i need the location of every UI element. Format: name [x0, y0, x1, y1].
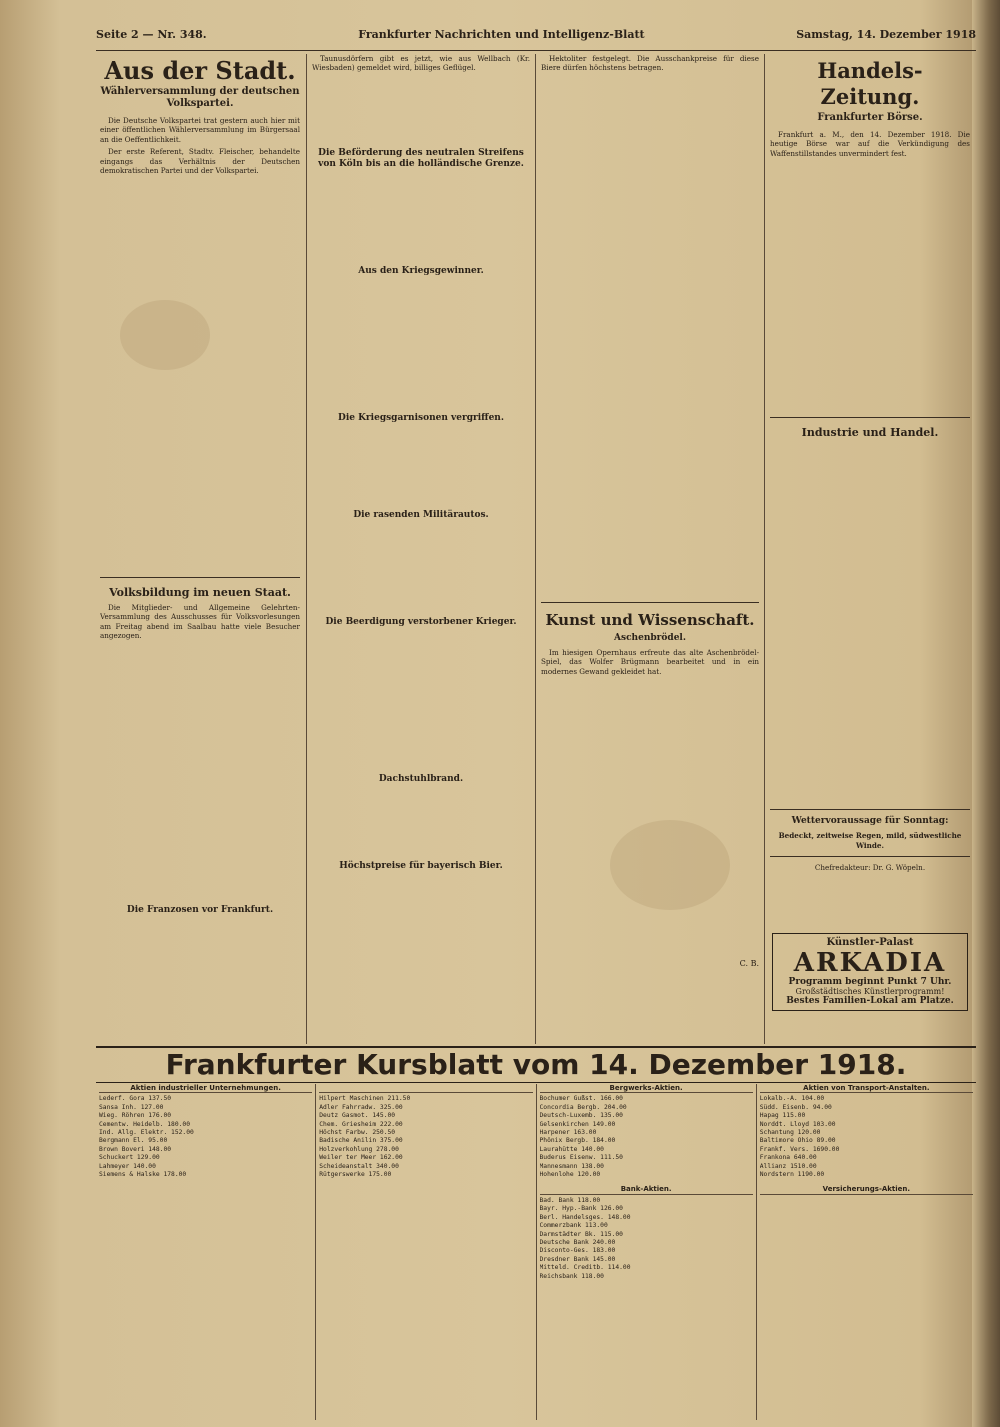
kurs-heading [319, 1084, 532, 1093]
kurs-row: Deutsche Bank 240.00 [539, 1238, 616, 1246]
kurs-row: Badische Anilin 375.00 [319, 1137, 403, 1145]
kurs-heading: Bergwerks-Aktien. [540, 1084, 753, 1093]
article-text-block [541, 76, 759, 596]
column-business [770, 54, 970, 1044]
ad-venue-type: Künstler-Palast [826, 937, 914, 949]
kurs-row: Laurahütte 140.00 [539, 1145, 604, 1153]
kurs-column-mining-bank [537, 1084, 757, 1420]
divider [770, 417, 970, 418]
article-headline: Aus den Kriegsgewinner. [358, 265, 484, 276]
article-headline: Die Beförderung des neutralen Streifens von Köln bis an die holländische Grenze. [318, 147, 524, 169]
divider [541, 602, 759, 603]
article-headline: Industrie und Handel. [801, 426, 939, 440]
kurs-row: Dresdner Bank 145.00 [539, 1255, 616, 1263]
kursblatt-title: Frankfurter Kursblatt vom 14. Dezember 1918. [96, 1046, 976, 1083]
kurs-rows [540, 1095, 753, 1179]
column-rule [535, 54, 536, 1044]
kurs-row: Lokalb.-A. 104.00 [759, 1095, 825, 1103]
article-text-block [100, 191, 300, 571]
kurs-row: Hohenlohe 120.00 [539, 1171, 601, 1179]
kurs-row: Darmstädter Bk. 115.00 [539, 1230, 623, 1238]
article-paragraph: Der erste Referent, Stadtv. Fleischer, behandelte eingangs das Verhältnis der Deutschen demokratischen Partei und der Volkspartei. [100, 147, 300, 176]
ad-program-desc: Großstädtisches Künstlerprogramm! [795, 987, 945, 997]
kurs-rows [319, 1095, 532, 1179]
kurs-row: Frankf. Vers. 1690.00 [759, 1145, 840, 1153]
kurs-row: Bergmann El. 95.00 [99, 1137, 168, 1145]
kurs-row: Scheideanstalt 340.00 [319, 1162, 399, 1170]
article-body-placeholder [100, 178, 300, 187]
kurs-rows [760, 1095, 973, 1179]
kurs-row: Mannesmann 138.00 [539, 1162, 604, 1170]
kurs-row: Bad. Bank 118.00 [539, 1196, 601, 1204]
kurs-row: Nordstern 1190.00 [759, 1171, 825, 1179]
divider [100, 577, 300, 578]
kurs-heading: Aktien von Transport-Anstalten. [760, 1084, 973, 1093]
article-paragraph: Taunusdörfern gibt es jetzt, wie aus Wellbach (Kr. Wiesbaden) gemeldet wird, billiges Geflügel. [312, 54, 530, 73]
imprint-text-block [770, 875, 970, 925]
article-headline: Aschenbrödel. [614, 632, 686, 643]
kurs-row: Hilpert Maschinen 211.50 [319, 1095, 411, 1103]
kurs-column-transport [757, 1084, 976, 1420]
kurs-row: Höchst Farbw. 250.50 [319, 1129, 396, 1137]
divider [770, 856, 970, 857]
kurs-heading: Aktien industrieller Unternehmungen. [99, 1084, 312, 1093]
section-title: Aus der Stadt. [104, 56, 296, 85]
article-headline: Frankfurter Börse. [817, 112, 923, 123]
article-paragraph: Die Mitglieder- und Allgemeine Gelehrten-Versammlung des Ausschusses für Volksvorlesungen am Freitag abend im Saalbau hatte viele Besucher angezogen. [100, 602, 300, 641]
issue-date: Samstag, 14. Dezember 1918 [796, 28, 976, 41]
author-signature: C. B. [739, 959, 759, 969]
kurs-row: Commerzbank 113.00 [539, 1222, 608, 1230]
kurs-row: Hapag 115.00 [759, 1112, 806, 1120]
article-headline: Die Beerdigung verstorbener Krieger. [325, 616, 517, 627]
article-text-block [770, 443, 970, 803]
article-headline: Höchstpreise für bayerisch Bier. [339, 860, 503, 871]
kurs-row: Bayr. Hyp.-Bank 126.00 [539, 1205, 623, 1213]
article-text-block [312, 632, 530, 772]
article-paragraph: Die Deutsche Volkspartei trat gestern auch hier mit einer öffentlichen Wählerversammlung im Bürgersaal an die Oeffentlichkeit. [100, 116, 300, 144]
kurs-row: Cementw. Heidelb. 180.00 [99, 1120, 190, 1128]
kurs-row: Allianz 1510.00 [759, 1162, 817, 1170]
kurs-row: Bochumer Gußst. 166.00 [539, 1095, 623, 1103]
kurs-row: Schuckert 129.00 [99, 1154, 160, 1162]
weather-forecast: Bedeckt, zeitweise Regen, mild, südwestliche Winde. [778, 831, 962, 850]
kurs-row: Reichsbank 118.00 [539, 1272, 604, 1280]
column-rule [306, 54, 307, 1044]
section-title: Kunst und Wissenschaft. [545, 610, 755, 629]
article-paragraph: Im hiesigen Opernhaus erfreute das alte Aschenbrödel-Spiel, das Wolfer Brügmann bearbeitet und in ein modernes Gewand gekleidet hat. [541, 647, 759, 676]
kurs-row: Deutsch-Luxemb. 135.00 [539, 1112, 623, 1120]
kurs-rows [99, 1095, 312, 1179]
kurs-row: Buderus Eisenw. 111.50 [539, 1154, 623, 1162]
article-text-block [100, 643, 300, 903]
article-text-block [312, 789, 530, 859]
article-headline: Die Kriegsgarnisonen vergriffen. [338, 412, 504, 423]
column-local-news [100, 54, 300, 1044]
article-paragraph: Hektoliter festgelegt. Die Ausschankpreise für diese Biere dürfen höchstens betragen. [541, 54, 759, 73]
kurs-row: Südd. Eisenb. 94.00 [759, 1103, 832, 1111]
masthead: Frankfurter Nachrichten und Intelligenz-Blatt [358, 28, 645, 41]
page-number: Seite 2 — Nr. 348. [96, 28, 207, 41]
kurs-row: Disconto-Ges. 183.00 [539, 1247, 616, 1255]
kurs-row: Berl. Handelsges. 148.00 [539, 1213, 631, 1221]
ad-venue-name: ARKADIA [793, 947, 947, 978]
kursblatt-table [96, 1084, 976, 1420]
kurs-row: Harpener 163.00 [539, 1129, 597, 1137]
column-local-news-continued [312, 54, 530, 1044]
column-rule [764, 54, 765, 1044]
arkadia-advertisement [772, 933, 968, 1011]
page-header [96, 28, 976, 51]
kurs-row: Norddt. Lloyd 103.00 [759, 1120, 836, 1128]
column-culture [541, 54, 759, 1044]
article-text-block [770, 161, 970, 411]
kurs-row: Baltimore Ohio 89.00 [759, 1137, 836, 1145]
kurs-rows [540, 1197, 753, 1281]
divider [770, 809, 970, 810]
article-headline: Volksbildung im neuen Staat. [109, 585, 291, 599]
article-paragraph: Frankfurt a. M., den 14. Dezember 1918. Die heutige Börse war auf die Verkündigung des Waffenstillstandes unvermindert fest. [770, 130, 970, 158]
kurs-row: Rütgerswerke 175.00 [319, 1171, 392, 1179]
weather-headline: Wettervoraussage für Sonntag: [791, 816, 949, 827]
ad-slogan: Bestes Familien-Lokal am Platze. [786, 995, 954, 1006]
kurs-row: Mitteld. Creditb. 114.00 [539, 1264, 631, 1272]
article-headline: Wählerversammlung der deutschen Volkspartei. [100, 86, 300, 109]
kurs-row: Frankona 640.00 [759, 1154, 817, 1162]
kurs-heading: Versicherungs-Aktien. [760, 1185, 973, 1194]
kurs-row: Sansa Inh. 127.00 [99, 1103, 164, 1111]
article-headline: Die Franzosen vor Frankfurt. [126, 905, 274, 916]
article-text-block [312, 281, 530, 411]
kurs-row: Gelsenkirchen 149.00 [539, 1120, 616, 1128]
kurs-row: Ind. Allg. Elektr. 152.00 [99, 1129, 194, 1137]
article-headline: Die rasenden Militärautos. [353, 509, 489, 520]
kurs-row: Concordia Bergb. 204.00 [539, 1103, 627, 1111]
kurs-row: Siemens & Halske 178.00 [99, 1171, 187, 1179]
article-headline: Dachstuhlbrand. [378, 773, 464, 784]
kurs-column-industry-2 [316, 1084, 536, 1420]
ad-program-time: Programm beginnt Punkt 7 Uhr. [788, 976, 952, 987]
kurs-row: Lederf. Gora 137.50 [99, 1095, 172, 1103]
article-text-block [312, 428, 530, 508]
kurs-heading: Bank-Aktien. [540, 1185, 753, 1194]
kurs-column-industry [96, 1084, 316, 1420]
kurs-row: Adler Fahrradw. 325.00 [319, 1103, 403, 1111]
section-title: Handels-Zeitung. [817, 58, 923, 109]
kurs-row: Lahmeyer 140.00 [99, 1162, 156, 1170]
kurs-row: Chem. Griesheim 222.00 [319, 1120, 403, 1128]
kurs-row: Wieg. Röhren 176.00 [99, 1112, 172, 1120]
kurs-row: Phönix Bergb. 184.00 [539, 1137, 616, 1145]
editor-credit: Chefredakteur: Dr. G. Wöpeln. [814, 863, 926, 873]
kurs-row: Holzverkohlung 278.00 [319, 1145, 399, 1153]
article-text-block [541, 679, 759, 959]
kurs-row: Deutz Gasmot. 145.00 [319, 1112, 396, 1120]
article-text-block [312, 76, 530, 146]
kurs-row: Weiler ter Meer 162.00 [319, 1154, 403, 1162]
article-text-block [312, 525, 530, 615]
kurs-row: Schantung 120.00 [759, 1129, 821, 1137]
kurs-row: Brown Boveri 148.00 [99, 1145, 172, 1153]
article-text-block [312, 174, 530, 264]
page-gutter [972, 0, 1000, 1427]
